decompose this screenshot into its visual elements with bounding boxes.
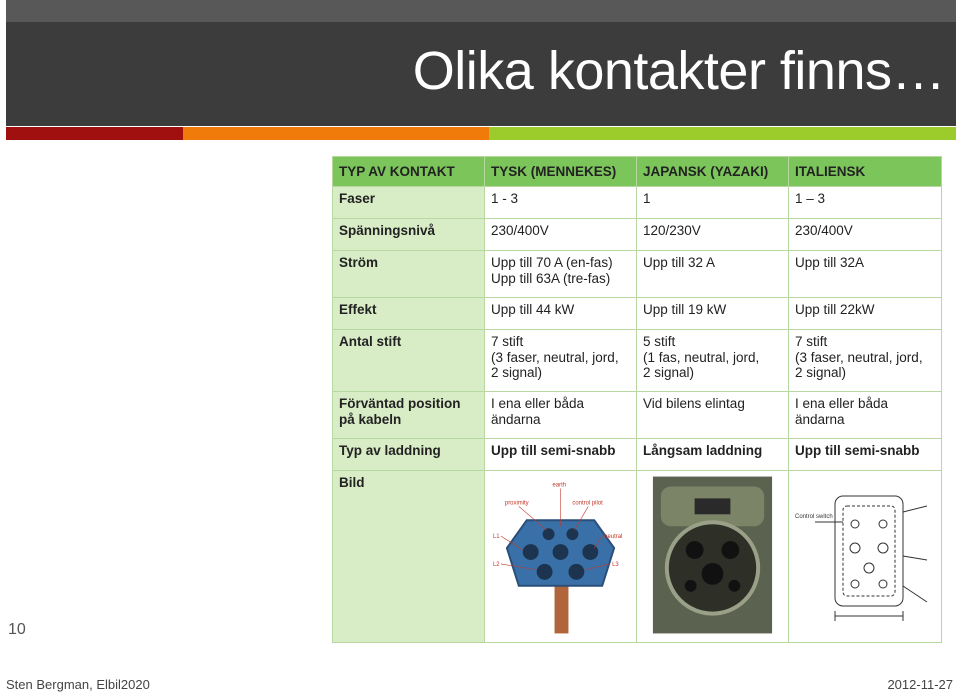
pin-circle xyxy=(543,528,555,540)
pin-circle xyxy=(566,528,578,540)
table-cell: 7 stift (3 faser, neutral, jord, 2 signal) xyxy=(485,330,637,392)
bar-segment-green xyxy=(489,127,956,140)
table-row-images xyxy=(333,471,942,643)
table-cell: I ena eller båda ändarna xyxy=(789,392,942,439)
label-earth: earth xyxy=(552,482,567,489)
header-yazaki: JAPANSK (YAZAKI) xyxy=(637,157,789,187)
table-cell: 1 - 3 xyxy=(485,187,637,219)
italian-image-cell xyxy=(789,471,942,643)
footer-author: Sten Bergman, Elbil2020 xyxy=(6,677,150,692)
pin-circle xyxy=(721,541,739,559)
label-control-switch: Control switch xyxy=(795,514,833,520)
title-top-strip xyxy=(6,0,956,22)
yazaki-image-cell xyxy=(637,471,789,643)
mennekes-connector-image xyxy=(491,476,630,634)
table-cell: Upp till 32 A xyxy=(637,251,789,298)
page-number: 10 xyxy=(8,621,26,638)
table-cell: Långsam laddning xyxy=(637,439,789,471)
table-row xyxy=(333,298,942,330)
connector-table xyxy=(332,156,941,645)
table-cell: 1 xyxy=(637,187,789,219)
table-cell: I ena eller båda ändarna xyxy=(485,392,637,439)
pin-circle xyxy=(685,580,697,592)
row-label: Faser xyxy=(333,187,485,219)
table-cell: Vid bilens elintag xyxy=(637,392,789,439)
table-cell: Upp till 70 A (en-fas) Upp till 63A (tre-fas) xyxy=(485,251,637,298)
latch xyxy=(695,498,731,514)
table-cell: Upp till semi-snabb xyxy=(485,439,637,471)
table-row xyxy=(333,330,942,392)
table-cell: Upp till 19 kW xyxy=(637,298,789,330)
cable-shape xyxy=(555,586,569,634)
table-cell: Upp till semi-snabb xyxy=(789,439,942,471)
pin-circle xyxy=(582,544,598,560)
mennekes-image-cell xyxy=(485,471,637,643)
slide-title: Olika kontakter finns… xyxy=(412,41,945,101)
header-italian: ITALIENSK xyxy=(789,157,942,187)
table-cell: Upp till 22kW xyxy=(789,298,942,330)
row-label: Effekt xyxy=(333,298,485,330)
table-cell: Upp till 44 kW xyxy=(485,298,637,330)
footer-date: 2012-11-27 xyxy=(887,677,953,692)
italian-connector-image xyxy=(795,476,935,634)
table-cell: 5 stift (1 fas, neutral, jord, 2 signal) xyxy=(637,330,789,392)
table-cell: Upp till 32A xyxy=(789,251,942,298)
row-label: Förväntad position på kabeln xyxy=(333,392,485,439)
pin-circle xyxy=(728,580,740,592)
pin-circle xyxy=(568,564,584,580)
label-proximity: proximity xyxy=(504,500,529,507)
pin-circle xyxy=(537,564,553,580)
label-l3: L3 xyxy=(612,561,619,568)
row-label: Antal stift xyxy=(333,330,485,392)
pin-circle xyxy=(523,544,539,560)
table-row xyxy=(333,219,942,251)
socket-outline xyxy=(835,496,903,606)
table-cell: 120/230V xyxy=(637,219,789,251)
table-cell: 230/400V xyxy=(789,219,942,251)
table-row xyxy=(333,439,942,471)
table-cell: 230/400V xyxy=(485,219,637,251)
label-l1: L1 xyxy=(492,534,500,541)
label-neutral: neutral xyxy=(604,534,623,541)
header-connector-type: TYP AV KONTAKT xyxy=(333,157,485,187)
yazaki-connector-image xyxy=(643,476,782,634)
bar-segment-red xyxy=(6,127,183,140)
table-cell: 1 – 3 xyxy=(789,187,942,219)
label-control-pilot: control pilot xyxy=(572,500,603,507)
row-label: Typ av laddning xyxy=(333,439,485,471)
label-l2: L2 xyxy=(492,561,500,568)
table-cell: 7 stift (3 faser, neutral, jord, 2 signal) xyxy=(789,330,942,392)
table-row xyxy=(333,187,942,219)
color-accent-bar xyxy=(6,127,956,140)
pin-circle xyxy=(702,563,724,585)
bar-segment-orange xyxy=(183,127,489,140)
row-label: Bild xyxy=(333,471,485,643)
row-label: Ström xyxy=(333,251,485,298)
pin-circle xyxy=(686,541,704,559)
header-mennekes: TYSK (MENNEKES) xyxy=(485,157,637,187)
row-label: Spänningsnivå xyxy=(333,219,485,251)
table-header-row xyxy=(333,157,942,187)
pin-circle xyxy=(553,544,569,560)
table-row xyxy=(333,251,942,298)
table-row xyxy=(333,392,942,439)
